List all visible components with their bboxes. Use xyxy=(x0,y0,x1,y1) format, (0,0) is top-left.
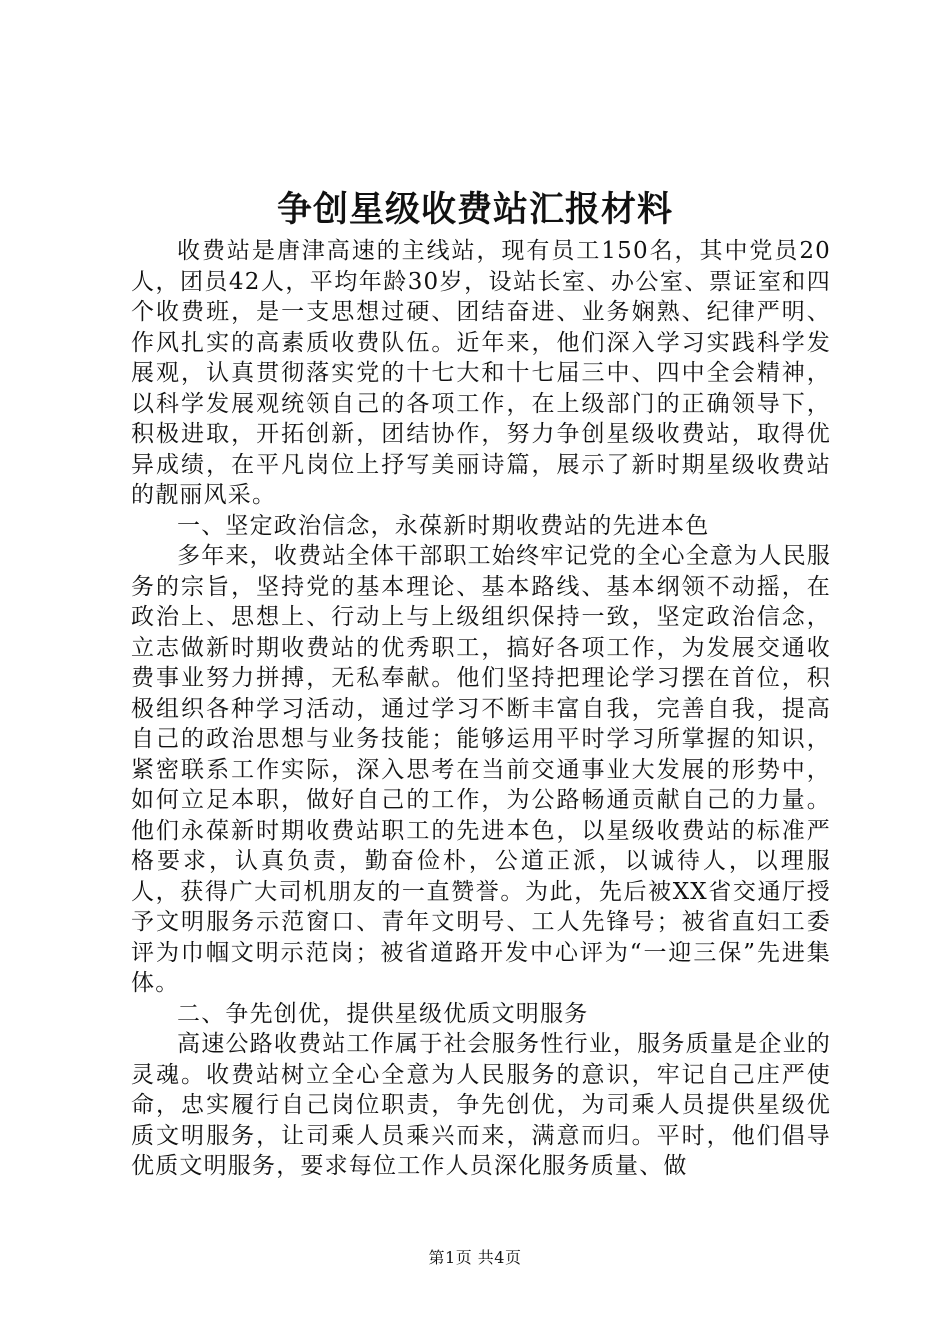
body-paragraph-section-1: 多年来，收费站全体干部职工始终牢记党的全心全意为人民服务的宗旨，坚持党的基本理论、基本路线、基本纲领不动摇，在政治上、思想上、行动上与上级组织保持一致，坚定政治信念，立志做新时期收费站的优秀职工，搞好各项工作，为发展交通收费事业努力拼搏，无私奉献。他们坚持把理论学习摆在首位，积极组织各种学习活动，通过学习不断丰富自我，完善自我，提高自己的政治思想与业务技能；能够运用平时学习所掌握的知识，紧密联系工作实际，深入思考在当前交通事业大发展的形势中，如何立足本职，做好自己的工作，为公路畅通贡献自己的力量。他们永葆新时期收费站职工的先进本色，以星级收费站的标准严格要求，认真负责，勤奋俭朴，公道正派，以诚待人，以理服人，获得广大司机朋友的一直赞誉。为此，先后被XX省交通厅授予文明服务示范窗口、青年文明号、工人先锋号；被省直妇工委评为巾帼文明示范岗；被省道路开发中心评为“一迎三保”先进集体。 xyxy=(131,543,831,996)
page-number-footer: 第1页 共4页 xyxy=(428,1248,522,1267)
body-paragraph-section-2: 高速公路收费站工作属于社会服务性行业，服务质量是企业的灵魂。收费站树立全心全意为人民服务的意识，牢记自己庄严使命，忠实履行自己岗位职责，争先创优，为司乘人员提供星级优质文明服务，让司乘人员乘兴而来，满意而归。平时，他们倡导优质文明服务，要求每位工作人员深化服务质量、做 xyxy=(131,1031,831,1179)
document-title: 争创星级收费站汇报材料 xyxy=(276,189,673,230)
body-paragraph-intro: 收费站是唐津高速的主线站，现有员工150名，其中党员20人，团员42人，平均年龄30岁，设站长室、办公室、票证室和四个收费班，是一支思想过硬、团结奋进、业务娴熟、纪律严明、作风扎实的高素质收费队伍。近年来，他们深入学习实践科学发展观，认真贯彻落实党的十七大和十七届三中、四中全会精神，以科学发展观统领自己的各项工作，在上级部门的正确领导下，积极进取，开拓创新，团结协作，努力争创星级收费站，取得优异成绩，在平凡岗位上抒写美丽诗篇，展示了新时期星级收费站的靓丽风采。 xyxy=(131,238,831,508)
document-body xyxy=(131,236,831,1182)
section-heading-1: 一、坚定政治信念，永葆新时期收费站的先进本色 xyxy=(177,512,710,539)
section-heading-2: 二、争先创优，提供星级优质文明服务 xyxy=(177,1000,589,1027)
